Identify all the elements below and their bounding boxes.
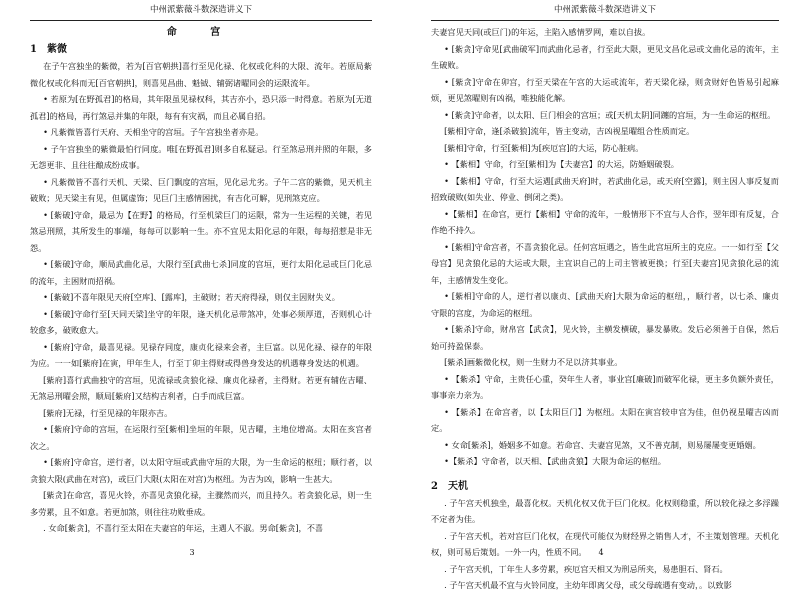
- paragraph: • 凡紫微皆喜行天府、天相坐守的宫垣。子午宫独坐者亦是。: [43, 127, 264, 137]
- header-text: 中州派紫薇斗数深造讲义下: [149, 5, 252, 15]
- page-body: [431, 24, 779, 594]
- section-heading: [30, 41, 372, 58]
- paragraph: • [紫相]守命宫者，不喜贪狼化忌。任何宫垣遇之，皆生此宫垣所主的克应。一一如行至【父母宫】见贪狼化忌的大运或大限，主宜识自己的上司主管被更换；行至[夫妻宫]见贪狼化忌的流年，主感情发生变化。: [431, 241, 779, 285]
- paragraph: • 【紫相】守命，行至[紫相]为【夫妻宫】的大运，防婚姻破裂。: [444, 159, 679, 169]
- paragraph: . 子午宫天机，若对宫巨门化权，在现代可能仅为财经界之销售人才，不主策划管理。天机化权，则可易后策划。一外一内，性质不同。: [431, 530, 779, 557]
- paragraph: • [紫贪]守命者，以太阳、巨门相会的宫垣；或[天机太阴]同躔的宫垣，为一生命运的枢纽。: [444, 109, 776, 120]
- paragraph: . 子午宫天机，丁年生人多劳累，疾厄宫天相又为刑忌所夹，易患胆石、肾石。: [444, 563, 728, 574]
- right-page: [409, 0, 793, 590]
- paragraph: • 子午宫独坐的紫微最怕行同度。唯[在野孤君]则多自私疑忌。行至煞忌刑并照的年限，多无怨更非、且往往酿成纷成事。: [30, 143, 372, 170]
- paragraph: • 女命[紫杀]，婚姻多不如意。若命宫、夫妻宫见煞，又不善克制，则易屡屡变更婚姻。: [444, 439, 761, 450]
- paragraph: [紫杀]画紫微化权，则一生财力不足以济其事业。: [444, 357, 623, 367]
- paragraph: 夫妻宫见天同(或巨门)的年运，主陷入感情罗网，难以自拔。: [431, 27, 651, 37]
- paragraph: • [紫贪]守命见[武曲破军]而武曲化忌者，行至此大限，更见文昌化忌或文曲化忌的流年，主生破败。: [431, 43, 779, 70]
- paragraph: • 凡紫微皆不喜行天机、天梁、巨门飘度的宫垣，见化忌尤劣。子午二宫的紫微，见天机主破败；见天梁主有见，但属虚饰；见巨门主感情困扰，有吉化可解，见刑煞克应。: [30, 176, 372, 203]
- header-text: 中州派紫薇斗数深造讲义下: [553, 5, 656, 15]
- page-number: 3: [189, 548, 195, 557]
- chapter-title: 命 宫: [166, 27, 236, 38]
- running-header: [30, 0, 372, 21]
- page-number: 4: [598, 548, 604, 557]
- section-name: 天机: [447, 480, 468, 492]
- paragraph: • [紫府]守命宫，逆行者，以太阳守垣或武曲守垣的大限，为一生命运的枢纽；顺行者，以贪狼大限(武曲在对宫)，或巨门大限(太阳在对宫)为枢纽。为吉为凶，影响一生甚大。: [30, 457, 372, 484]
- paragraph: •【紫相】在命宫，更行【紫相】守命的流年，一般情形下不宜与人合作，翌年即有反复，合作绝不持久。: [431, 208, 779, 235]
- paragraph: • 若原为[在野孤君]的格局，其年限虽见禄权科，其吉亦小，恐只添一时得意。若原为[无道孤君]的格局，再行煞忌并集的年限，每有有灾祸，而且必属自招。: [30, 94, 372, 121]
- paragraph: • [紫破]守命行至[天同天梁]坐守的年限，逢天机化忌带煞冲，处事必须厚道，否则机心计较愈多，破败愈大。: [30, 308, 372, 335]
- section-number: 2: [431, 480, 438, 492]
- paragraph: . 女命[紫贪]，不喜行至太阳在夫妻宫的年运，主遇人不淑。男命[紫贪]，不喜: [43, 523, 324, 533]
- paragraph: • 【紫相】守命，行至大运遇[武曲天府]时，若武曲化忌，或天府[空露]，则主因人事反复而招致破败(如失业、停业、倒闭之类)。: [431, 175, 779, 202]
- section-name: 紫微: [46, 44, 67, 55]
- paragraph: • [紫破]守命，最忌为【在野】的格局，行至机梁巨门的运限，常为一生运程的关键，若见煞忌刑照，其所发生的事端，每每可以影响一生。亦不宜见太阳化忌的年限，每每招惹是非无怨。: [30, 209, 372, 253]
- paragraph: [紫府]无禄，行至见禄的年限亦吉。: [43, 407, 173, 418]
- paragraph: • [紫相]守命的人，逆行者以康贞、[武曲天府]大限为命运的枢纽，，顺行者，以七杀、廉贞守限的宫度，为命运的枢纽。: [431, 291, 779, 318]
- paragraph: [紫府]喜行武曲独守的宫垣，见流禄或贪狼化禄、廉贞化禄者，主得财。若更有辅佐吉曜、无煞忌刑曜会照，顺局[紫府]又结构吉利者，白手而成巨富。: [30, 374, 372, 401]
- running-header: [431, 0, 779, 21]
- paragraph: . 子午宫天机最不宜与火铃同度，主幼年即离父母，或父母疏遇有变动，。以致影: [444, 580, 732, 590]
- paragraph: • 【紫杀】在命宫者，以【太阳巨门】为枢纽。太阳在寅宫较申宫为佳，但仍视星曜吉凶而定。: [431, 406, 779, 433]
- paragraph: • [紫破]守命，顺局武曲化忌，大限行至[武曲七杀]同度的宫垣，更行太阳化忌或巨门化忌的流年，主困财而招祸。: [30, 259, 372, 286]
- paragraph: 在子午宫独坐的紫微，若为[百官朝拱]喜行至见化禄、化权或化科的大限、流年。若原局紫微化权或化科而无[百官朝拱]，则喜见昌曲、魁钺、辅弼诸曜同会的运限流年。: [30, 61, 372, 88]
- paragraph: • [紫破]不喜年限见天府[空库]、[露库]，主破财；若天府得禄，则仅主因财失义。: [43, 292, 340, 302]
- section-heading: [431, 478, 779, 495]
- paragraph: [紫贪]在命宫，喜见火铃，亦喜见贪狼化禄，主骤然而兴，而且持久。若贪狼化忌，则一生多劳累，且不如意。若更加煞，则往往功败垂成。: [30, 490, 372, 517]
- paragraph: • [紫杀]守命，财帛宫【武贪】，见火铃，主横发横破，暴发暴败。发后必须善于自保，然后始可持盈保泰。: [431, 324, 779, 351]
- paragraph: • [紫贪]守命在卯宫，行至天梁在午宫的大运或流年，若天梁化禄，则贪财好色皆易引起麻烦，更见煞曜则有凶祸，唯独能化解。: [431, 76, 779, 103]
- paragraph: [紫相]守命，逢[杀破狼]流年，皆主变动，吉凶视星曜组合性质而定。: [444, 126, 695, 136]
- section-number: 1: [30, 44, 37, 55]
- paragraph: •【紫杀】守命者，以天相、【武曲贪狼】大限为命运的枢纽。: [444, 456, 666, 466]
- paragraph: • 【紫杀】守命，主贵任心重，癸年生人者，事业宫[廉破]而破军化禄，更主多负额外责任，事事亲力亲为。: [431, 373, 779, 400]
- paragraph: • [紫府]守命，最喜见禄。见禄存同度，康贞化禄来会者，主巨富。以见化禄、禄存的年限为应。一一如[紫府]在寅，甲年生人，行至丁卯主得财或得兽身发达的机遇尊身发达的机遇。: [30, 341, 372, 368]
- paragraph: . 子午宫天机独坐，最喜化权。天机化权又优于巨门化权。化权则稳重，所以较化禄之多浮躁不定者为佳。: [431, 497, 779, 524]
- paragraph: • [紫府]守命的宫垣，在运限行至[紫相]坐垣的年限，见吉曜，主地位增高。太阳在亥宫者次之。: [30, 424, 372, 451]
- paragraph: [紫相]守命，行至[紫相]为[疾厄宫]的大运，防心脏病。: [444, 142, 644, 153]
- left-page: [0, 0, 384, 561]
- page-body: [30, 24, 372, 537]
